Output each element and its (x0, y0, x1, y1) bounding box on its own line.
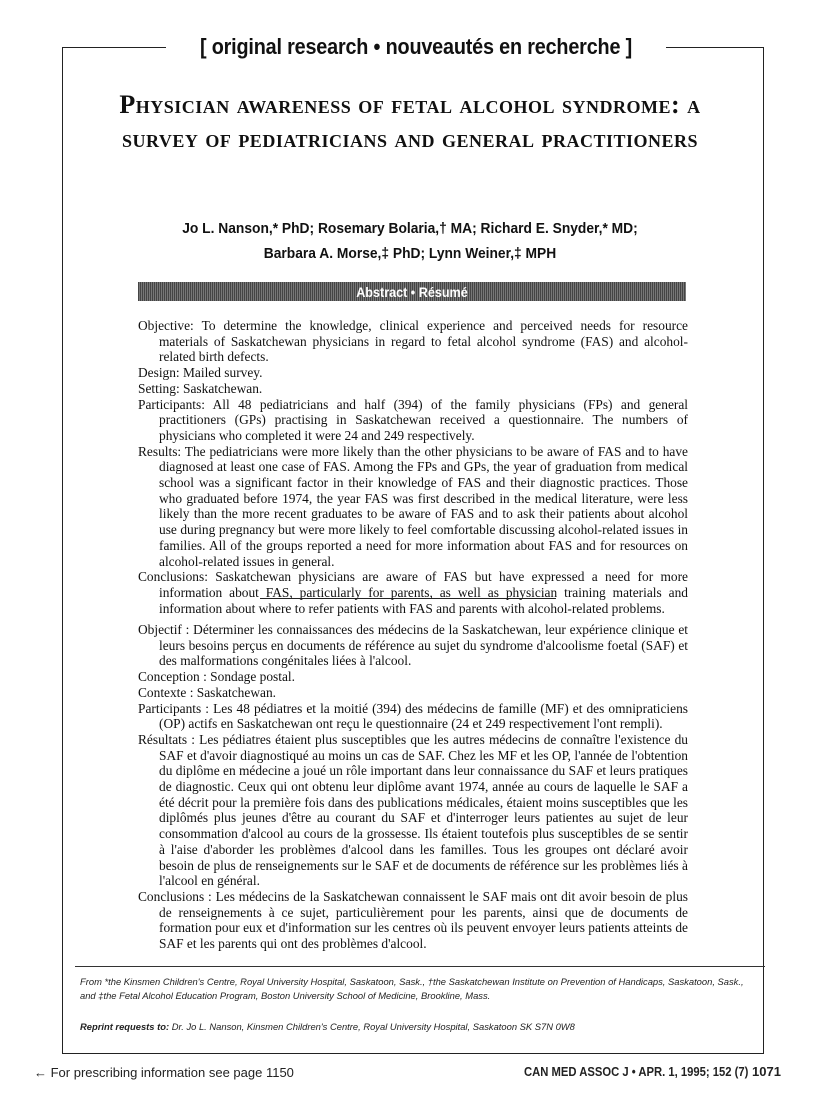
section-header: [ original research • nouveautés en recherche ] (199, 34, 633, 59)
resume-text: Saskatchewan. (196, 684, 276, 700)
resume-label: Conclusions : (138, 888, 212, 904)
resume-label: Participants : (138, 700, 210, 716)
reprint-requests (80, 1021, 760, 1032)
resume-objectif (138, 622, 688, 669)
page-number: 1071 (752, 1064, 781, 1079)
footnote-rule (75, 966, 765, 967)
resume-conception (138, 669, 688, 685)
abstract-participants (138, 397, 688, 444)
frame-rule-bottom (62, 1053, 764, 1054)
abstract-text: To determine the knowledge, clinical experience and perceived needs for resource materials of Saskatchewan physicians in regard to fetal alcohol syndrome (FAS) and alcohol-related birth defects. (159, 318, 688, 365)
abstract-label: Design: (138, 365, 180, 381)
frame-rule-top-left (62, 47, 166, 48)
abstract-text: Mailed survey. (183, 365, 263, 381)
frame-rule-right (763, 47, 764, 1054)
abstract-conclusions (138, 569, 688, 616)
resume-text: Sondage postal. (210, 669, 295, 685)
authors-line-2: Barbara A. Morse,‡ PhD; Lynn Weiner,‡ MPH (263, 245, 557, 262)
resume-participants (138, 701, 688, 732)
abstract-text: The pediatricians were more likely than the other physicians to be aware of FAS and to have diagnosed at least one case of FAS. Among the FPs and GPs, the year of graduation from medical school was a significant factor in their knowledge of FAS and their diagnostic practices. Those who graduated before 1974, the year FAS was first described in the medical literature, were less likely than the more recent graduates to be aware of FAS and to ask their patients about alcohol use during pregnancy but were more likely to feel comfortable discussing alcohol-related issues in families. All of the groups reported a need for more information about FAS and for resources on alcohol-related issues in general. (159, 443, 688, 569)
abstract-objective (138, 318, 688, 365)
resume-text: Les pédiatres étaient plus susceptibles que les autres médecins de connaître l'existence du SAF et d'avoir diagnostiqué au moins un cas de SAF. Chez les MF et les OP, l'année de l'obtention du diplôme en médecine a joué un rôle important dans leur connaissance du SAF et leurs pratiques de diagnostic. Ceux qui ont obtenu leur diplôme avant 1974, année au cours de laquelle le SAF a été décrit pour la première fois dans des publications médicales, étaient moins susceptibles que les diplômés plus jeunes d'être au courant du SAF et d'interroger leurs patientes au sujet de leur consommation d'alcool au cours de la grossesse. Ils étaient toutefois plus susceptibles de se sentir à l'aise d'aborder les problèmes d'alcool dans les familles. Tous les groupes ont déclaré avoir besoin de plus de renseignements sur le SAF et de documents de référence sur les problèmes liés à l'alcool en général. (159, 731, 688, 889)
abstract-text: All 48 pediatricians and half (394) of the family physicians (FPs) and general practitioners (GPs) practising in Saskatchewan received a questionnaire. The numbers of physicians who completed it were 24 and 249 respectively. (159, 396, 689, 443)
resume-conclusions (138, 889, 688, 952)
abstract-label: Results: (138, 443, 182, 459)
abstract-setting (138, 381, 688, 397)
frame-rule-left (62, 47, 63, 1054)
abstract-design (138, 365, 688, 381)
resume-label: Objectif : (138, 622, 190, 637)
abstract-heading: Abstract • Résumé (356, 283, 468, 300)
resume-label: Contexte : (138, 684, 194, 700)
abstract-heading-bar (138, 282, 686, 301)
resume-label: Conception : (138, 669, 207, 685)
abstract-divider (260, 598, 556, 599)
abstract-text: Saskatchewan physicians are aware of FAS but have expressed a need for more information about FAS, particularly for parents, as well as physician training materials and information about where to refer patients with FAS and parents with alcohol-related problems. (159, 569, 688, 616)
authors-line-1: Jo L. Nanson,* PhD; Rosemary Bolaria,† MA; Richard E. Snyder,* MD; (182, 220, 638, 237)
author-list (162, 216, 659, 266)
abstract-label: Participants: (138, 396, 205, 412)
abstract-label: Conclusions: (138, 569, 208, 585)
reprint-label: Reprint requests to: (80, 1021, 170, 1032)
abstract-english (138, 318, 688, 616)
resume-resultats (138, 732, 688, 889)
prescribing-info-note: ← For prescribing information see page 1150 (34, 1065, 294, 1080)
reprint-address: Dr. Jo L. Nanson, Kinsmen Children's Centre, Royal University Hospital, Saskatoon SK S7N 0W8 (171, 1021, 575, 1032)
resume-text: Déterminer les connaissances des médecins de la Saskatchewan, leur expérience clinique et leurs besoins perçus en documents de référence au sujet du syndrome d'alcoolisme foetal (SAF) et des malformations congénitales liées à l'alcool. (159, 622, 688, 669)
journal-citation: CAN MED ASSOC J • APR. 1, 1995; 152 (7) (524, 1065, 749, 1079)
frame-rule-top-right (666, 47, 764, 48)
abstract-text: Saskatchewan. (183, 380, 263, 396)
abstract-label: Objective: (138, 318, 194, 333)
abstract-label: Setting: (138, 380, 180, 396)
abstract-results (138, 444, 688, 570)
resume-text: Les médecins de la Saskatchewan connaissent le SAF mais ont dit avoir besoin de plus de renseignements à ce sujet, particulièrement pour les parents, ainsi que de documents de formation pour eux et d'information sur les centres où ils peuvent envoyer leurs patients atteints de SAF et les parents qui ont des problèmes d'alcool. (159, 888, 688, 952)
resume-contexte (138, 685, 688, 701)
article-title: Physician awareness of fetal alcohol syndrome: a survey of pediatricians and general practitioners (119, 90, 701, 153)
resume-text: Les 48 pédiatres et la moitié (394) des médecins de famille (MF) et des omnipraticiens (OP) actifs en Saskatchewan ont reçu le questionnaire (24 et 249 respectivement l'ont rempli). (159, 700, 688, 732)
affiliation-footnote: From *the Kinsmen Children's Centre, Royal University Hospital, Saskatoon, Sask., †the Saskatchewan Institute on Prevention of Handicaps, Saskatoon, Sask., and ‡the Fetal Alcohol Education Program, Boston University School of Medicine, Brookline, Mass. (80, 976, 744, 1001)
resume-label: Résultats : (138, 731, 195, 747)
abstract-french (138, 622, 688, 952)
